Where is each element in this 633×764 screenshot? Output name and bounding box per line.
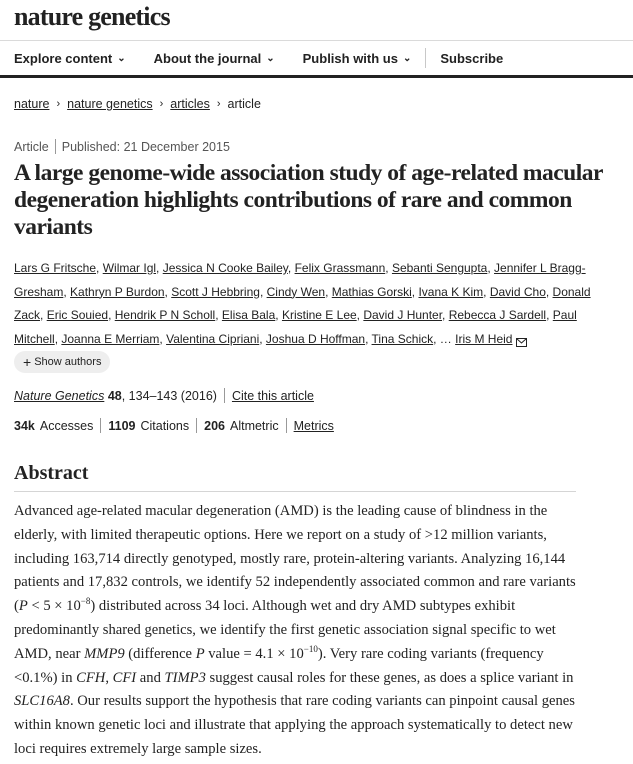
abstract-text: Advanced age-related macular degeneration (AMD) is the leading cause of blindness in the elderly, with limited therapeutic options. Here we report on a study of >12 million variants, including 163,714 directly genotyped, mostly rare, protein-altering variants. Analyzing 16,144 patients and 17,832 controls, we identify 52 independently associated common and rare variants $(P < 5 \times 10^{-8})$ distributed across 34 loci. Although wet and dry AMD subtypes exhibit predominantly shared genetics, we identify the first genetic association signal specific to wet AMD, near MMP9 (difference P value = $4.1 \times 10^{-10}$). Very rare coding variants (frequency <0.1%) in CFH, CFI and TIMP3 suggest causal roles for these genes, as does a splice variant in SLC16A8. Our results support the hypothesis that rare coding variants can pinpoint causal genes within known genetic loci and illustrate that applying the approach systematically to detect new loci requires extremely large sample sizes. <box>14 503 576 757</box>
author-link[interactable]: Cindy Wen <box>266 284 326 299</box>
author-link[interactable]: David Cho <box>489 284 546 299</box>
citation-line: Nature Genetics 48 , 134–143 (2016) Cite this article <box>14 388 314 403</box>
chevron-right-icon: › <box>56 98 61 110</box>
metrics-divider <box>100 418 101 433</box>
author-link[interactable]: Lars G Fritsche <box>14 261 97 275</box>
abstract-divider <box>14 491 576 492</box>
author-link[interactable]: Rebecca J Sardell <box>448 308 547 322</box>
show-authors-button[interactable] <box>14 351 110 373</box>
altmetric-label: Altmetric <box>229 418 279 433</box>
nav-about-journal-label: About the journal <box>153 50 262 66</box>
nav-explore-content[interactable] <box>0 51 140 66</box>
author-link[interactable]: Tina Schick <box>371 331 434 346</box>
accesses-count: 34k <box>14 418 35 433</box>
chevron-right-icon: › <box>159 98 164 110</box>
chevron-right-icon: › <box>216 98 221 110</box>
metrics-divider <box>286 418 287 433</box>
article-title: A large genome-wide association study of age-related macular degeneration highlights contributions of rare and common variants <box>14 160 603 240</box>
author-link[interactable]: Jessica N Cooke Bailey <box>162 261 288 275</box>
cite-this-article-link[interactable]: Cite this article <box>231 388 314 403</box>
chevron-down-icon: ⌄ <box>266 52 275 64</box>
citations-label: Citations <box>140 418 190 433</box>
breadcrumb-articles[interactable]: articles <box>170 97 210 111</box>
author-link[interactable]: Kristine E Lee <box>281 308 357 322</box>
published-date: Published: 21 December 2015 <box>61 139 230 154</box>
author-link[interactable]: David J Hunter <box>363 308 443 322</box>
author-link[interactable]: Joshua D Hoffman <box>265 331 366 346</box>
nav-about-journal[interactable] <box>140 51 289 66</box>
metrics-link[interactable]: Metrics <box>293 418 334 433</box>
breadcrumb <box>14 97 261 111</box>
pages: 134–143 (2016) <box>128 388 217 403</box>
author-link[interactable]: Valentina Cipriani <box>166 331 260 346</box>
author-link[interactable]: Paul Mitchell <box>14 308 577 346</box>
chevron-down-icon: ⌄ <box>402 52 412 64</box>
author-link[interactable]: Sebanti Sengupta <box>391 261 488 275</box>
plus-icon: + <box>23 354 32 370</box>
nav-publish-label: Publish with us <box>302 50 398 66</box>
accesses-label: Accesses <box>39 418 94 433</box>
author-list: Lars G Fritsche, Wilmar Igl, Jessica N Cooke Bailey, Felix Grassmann, Sebanti Sengupta, Jennifer L Bragg-Gresham, Kathryn P Burdon, Scott J Hebbring, Cindy Wen, Mathias Gorski, Ivana K Kim, David Cho, Donald Zack, Eric Souied, Hendrik P N Scholl, Elisa Bala, Kristine E Lee, David J Hunter, Rebecca J Sardell, Paul Mitchell, Joanna E Merriam, Valentina Cipriani, Joshua D Hoffman, Tina Schick, … Iris M Heid <box>14 257 609 355</box>
abstract-heading: Abstract <box>14 462 89 484</box>
citation-divider <box>224 388 225 403</box>
mail-icon[interactable] <box>516 332 527 356</box>
author-link[interactable]: Ivana K Kim <box>418 284 484 299</box>
nav-publish-with-us[interactable] <box>289 51 426 66</box>
author-link[interactable]: Jennifer L Bragg-Gresham <box>14 261 586 299</box>
breadcrumb-nature[interactable]: nature <box>14 97 50 111</box>
author-link[interactable]: Felix Grassmann <box>294 261 386 275</box>
author-link[interactable]: Scott J Hebbring <box>171 284 260 299</box>
nav-subscribe[interactable]: Subscribe <box>440 50 504 66</box>
citations-count: 1109 <box>108 418 136 433</box>
nav-explore-content-label: Explore content <box>14 50 113 66</box>
authors-ellipsis: … <box>439 331 452 346</box>
metrics-divider <box>196 418 197 433</box>
author-link[interactable]: Hendrik P N Scholl <box>114 308 216 322</box>
article-meta <box>14 139 230 154</box>
show-authors-label: Show authors <box>34 356 102 368</box>
journal-link[interactable]: Nature Genetics <box>14 388 105 403</box>
breadcrumb-current: article <box>227 97 261 111</box>
breadcrumb-nature-genetics[interactable]: nature genetics <box>67 97 153 111</box>
main-nav <box>0 40 633 78</box>
meta-divider <box>55 139 56 154</box>
author-link[interactable]: Eric Souied <box>46 308 109 322</box>
journal-logo[interactable]: nature genetics <box>14 2 170 31</box>
author-link[interactable]: Donald Zack <box>14 284 591 322</box>
author-link[interactable]: Joanna E Merriam <box>61 331 160 346</box>
article-type: Article <box>14 139 49 154</box>
last-author-link[interactable]: Iris M Heid <box>455 331 513 346</box>
chevron-down-icon: ⌄ <box>117 52 126 64</box>
author-link[interactable]: Kathryn P Burdon <box>70 284 165 299</box>
volume: 48 <box>107 388 122 403</box>
author-link[interactable]: Wilmar Igl <box>102 261 157 275</box>
altmetric-score: 206 <box>204 418 225 433</box>
article-metrics <box>14 418 334 433</box>
author-link[interactable]: Elisa Bala <box>221 308 276 322</box>
author-link[interactable]: Mathias Gorski <box>331 284 412 299</box>
